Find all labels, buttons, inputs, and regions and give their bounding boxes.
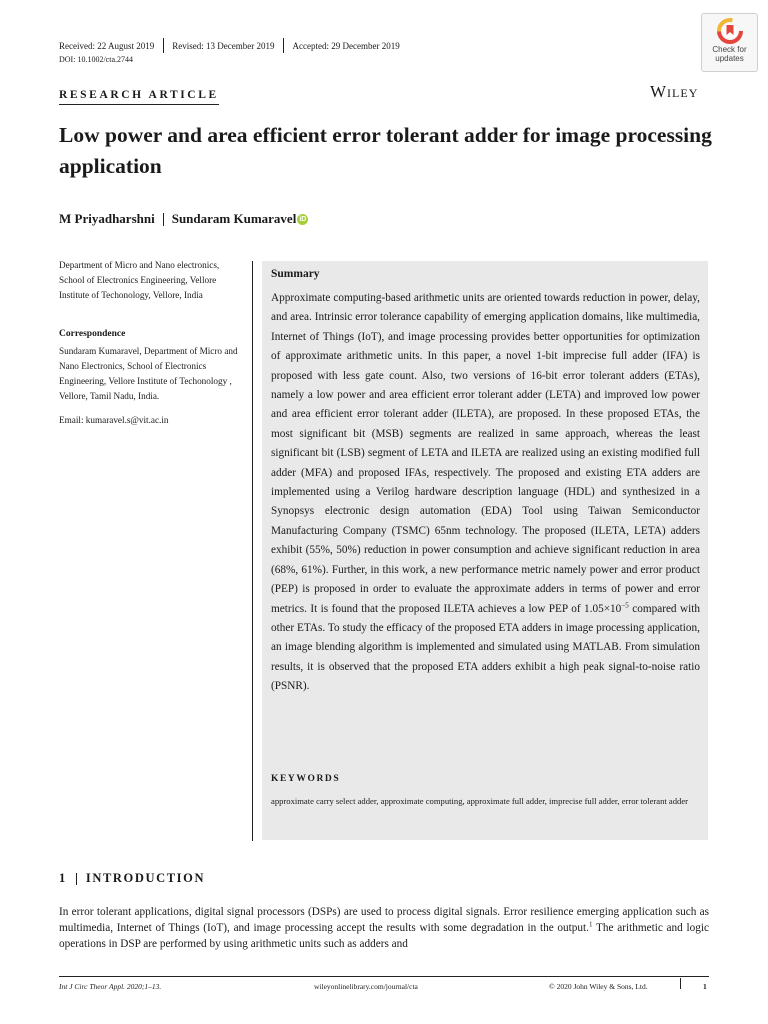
summary-text-part: compared with other ETAs. To study the efficacy of the proposed ETA adders in image processing application, an image blending algorithm is implemented and simulated using MATLAB. From simulation results, it is observed that the proposed ETA adders exhibit a high peak signal-to-noise ratio (PSNR).: [271, 602, 700, 693]
correspondence-email[interactable]: Email: kumaravel.s@vit.ac.in: [59, 415, 169, 425]
footer-separator: [680, 978, 681, 989]
received-date: Received: 22 August 2019: [59, 40, 155, 51]
section-separator: [76, 873, 77, 885]
affiliation: Department of Micro and Nano electronics, School of Electronics Engineering, Vellore Institute of Techonology, Vellore, India: [59, 260, 220, 300]
sidebar-divider: [252, 261, 253, 841]
author-name[interactable]: Sundaram Kumaravel: [171, 211, 297, 226]
date-separator: [283, 38, 284, 53]
article-type: RESEARCH ARTICLE: [59, 89, 219, 105]
summary-text: [271, 289, 700, 697]
author-list: [59, 211, 308, 227]
badge-label-line2: updates: [715, 54, 744, 63]
author-separator: [163, 213, 164, 226]
section-title: INTRODUCTION: [85, 871, 206, 885]
correspondence-address: Sundaram Kumaravel, Department of Micro and Nano Electronics, School of Electronics Engineering, Vellore Institute of Techonology , Vellore, Tamil Nadu, India.: [59, 346, 238, 401]
badge-label-line1: Check for: [712, 45, 747, 54]
exponent: −5: [621, 600, 629, 609]
keywords-heading: KEYWORDS: [271, 774, 341, 784]
citation-1[interactable]: 1: [589, 920, 593, 929]
page-number: 1: [703, 982, 707, 991]
keywords-list: approximate carry select adder, approximate computing, approximate full adder, imprecise full adder, error tolerant adder: [271, 796, 689, 806]
introduction-text: [59, 904, 709, 952]
copyright: © 2020 John Wiley & Sons, Ltd.: [549, 982, 648, 991]
footer-rule: [59, 976, 709, 977]
correspondence-heading: Correspondence: [59, 329, 126, 339]
journal-url[interactable]: wileyonlinelibrary.com/journal/cta: [314, 982, 418, 991]
publisher-logo: Wiley: [650, 82, 699, 101]
orcid-icon[interactable]: iD: [299, 215, 307, 223]
section-number: 1: [59, 871, 67, 885]
date-separator: [163, 38, 164, 53]
intro-text-part: In error tolerant applications, digital signal processors (DSPs) are used to process digital signals. Error resilience emerging application such as multimedia, Internet of Things (IoT), and image processing accept the results with some degradation in the output.: [59, 906, 709, 934]
intro-text-part: The arithmetic and logic operations in DSP are performed by using arithmetic units such as adders and: [59, 922, 709, 950]
article-dates: [59, 38, 409, 53]
summary-heading: Summary: [271, 268, 320, 280]
doi: DOI: 10.1002/cta.2744: [59, 55, 133, 64]
revised-date: Revised: 13 December 2019: [172, 40, 275, 51]
section-heading: [59, 871, 205, 886]
bookmark-icon: [717, 18, 743, 44]
article-title: Low power and area efficient error tolerant adder for image processing application: [59, 123, 712, 178]
summary-text-part: Approximate computing-based arithmetic units are oriented towards reduction in power, delay, and area. Intrinsic error tolerance capability of emerging application domains, like multimedia, Internet of Things (IoT), and image processing provides better opportunities for optimization of approximate arithmetic units. In this paper, a novel 1-bit imprecise full adder (IFA) is proposed with less gate count. Also, two versions of 16-bit error tolerant adders (ETAs), namely a low power and area efficient error tolerant adder (LETA) and improved low power and area efficient error tolerant adder (ILETA), are proposed. In these proposed ETAs, the most significant bit (MSB) segments are realized in same approach, whereas the least significant bit (LSB) segment of LETA and ILETA are realized using an existing modified full adder (MFA) and proposed IFAs, respectively. The proposed and existing ETA adders are implemented using a Verilog hardware description language (HDL) and synthesized in a Synopsys electronic design automation (EDA) Tool using Taiwan Semiconductor Manufacturing Company (TSMC) 65nm technology. The proposed (ILETA, LETA) adders exhibit (55%, 50%) reduction in power consumption and achieve significant reduction in area (68%, 61%). Further, in this work, a new performance metric namely power and error product (PEP) is proposed in order to evaluate the approximate adders in terms of power and error metrics. It is found that the proposed ILETA achieves a low PEP of 1.05×10: [271, 292, 700, 615]
accepted-date: Accepted: 29 December 2019: [292, 40, 400, 51]
journal-citation: Int J Circ Theor Appl. 2020;1–13.: [59, 982, 162, 991]
check-for-updates-badge[interactable]: [701, 13, 758, 72]
author-name[interactable]: M Priyadharshni: [59, 211, 155, 226]
